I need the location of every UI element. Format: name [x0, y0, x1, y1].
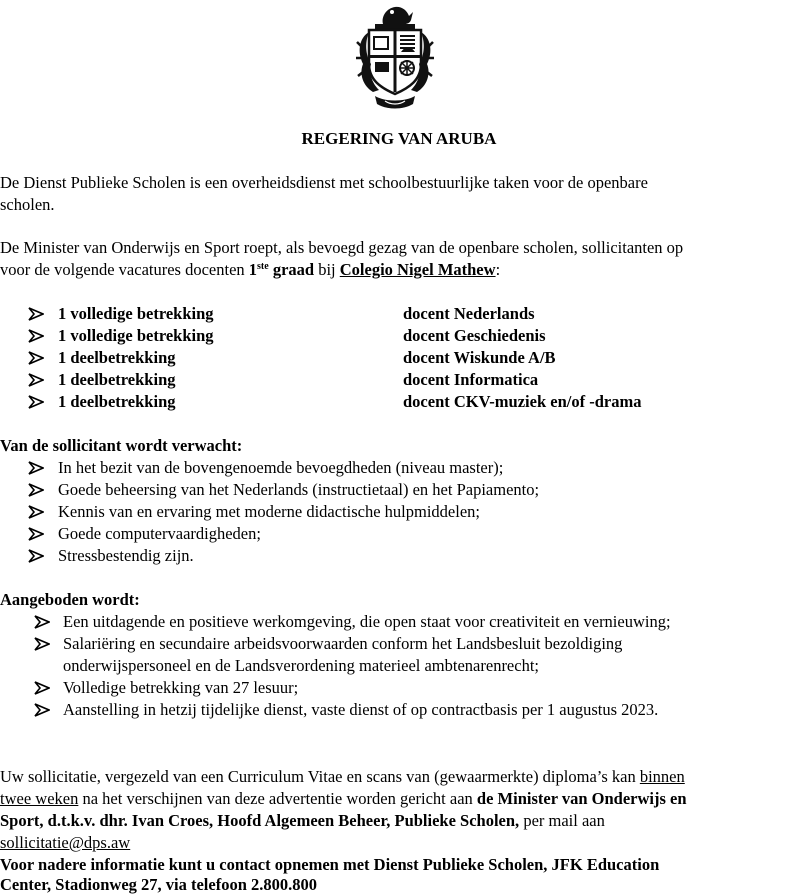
vacancy-type: 1 volledige betrekking — [58, 304, 214, 323]
arrow-bullet-icon — [34, 681, 50, 695]
closing-line-1 — [0, 766, 798, 788]
call-line-2-mid: bij — [314, 260, 340, 279]
coat-of-arms-icon — [355, 2, 435, 114]
offered-item-text: onderwijspersoneel en de Landsverordening materieel ambtenarenrecht; — [63, 656, 540, 675]
expected-item-text: Stressbestendig zijn. — [58, 546, 194, 565]
expected-item — [0, 501, 798, 523]
vacancy-type: 1 deelbetrekking — [58, 392, 176, 411]
intro-line-2: scholen. — [0, 195, 55, 214]
vacancy-position: docent Informatica — [403, 370, 539, 389]
expected-item-text: In het bezit van de bovengenoemde bevoegdheden (niveau master); — [58, 458, 504, 477]
closing-line-4 — [0, 832, 798, 854]
arrow-bullet-icon — [28, 505, 44, 519]
arrow-bullet-icon — [28, 351, 44, 365]
expected-item-text: Goede computervaardigheden; — [58, 524, 261, 543]
offered-heading: Aangeboden wordt: — [0, 590, 140, 609]
vacancy-row — [0, 391, 798, 413]
info-line-1: Voor nadere informatie kunt u contact opnemen met Dienst Publieke Scholen, JFK Education — [0, 855, 660, 874]
offered-item-text: Salariëring en secundaire arbeidsvoorwaarden conform het Landsbesluit bezoldiging — [63, 634, 623, 653]
call-line-1: De Minister van Onderwijs en Sport roept, als bevoegd gezag van de openbare scholen, sollicitanten op — [0, 238, 684, 257]
offered-item — [0, 611, 798, 633]
arrow-bullet-icon — [28, 307, 44, 321]
offered-item-text: Aanstelling in hetzij tijdelijke dienst, vaste dienst of op contractbasis per 1 augustus 2023. — [63, 700, 659, 719]
arrow-bullet-icon — [28, 395, 44, 409]
expected-heading: Van de sollicitant wordt verwacht: — [0, 436, 243, 455]
recipient-title: de Minister van Onderwijs en — [476, 789, 687, 808]
arrow-bullet-icon — [28, 483, 44, 497]
grade-label: 1ste graad — [248, 260, 315, 279]
call-line-2-end: : — [495, 260, 501, 279]
arrow-bullet-icon — [28, 373, 44, 387]
vacancy-position: docent Nederlands — [403, 304, 535, 323]
closing-line-1-text: Uw sollicitatie, vergezeld van een Curriculum Vitae en scans van (gewaarmerkte) diploma’s kan — [0, 767, 640, 786]
deadline-link-part1: binnen — [639, 767, 685, 786]
closing-line-2 — [0, 788, 798, 810]
vacancy-row — [0, 325, 798, 347]
vacancy-type: 1 deelbetrekking — [58, 348, 176, 367]
expected-item — [0, 479, 798, 501]
call-line-2-pre: voor de volgende vacatures docenten — [0, 260, 249, 279]
call-line-2 — [0, 259, 798, 281]
school-name: Colegio Nigel Mathew — [339, 260, 496, 279]
arrow-bullet-icon — [28, 549, 44, 563]
intro-line-1: De Dienst Publieke Scholen is een overheidsdienst met schoolbestuurlijke taken voor de openbare — [0, 173, 648, 192]
expected-item-text: Kennis van en ervaring met moderne didactische hulpmiddelen; — [58, 502, 480, 521]
arrow-bullet-icon — [28, 527, 44, 541]
offered-item — [0, 677, 798, 699]
vacancy-row — [0, 347, 798, 369]
expected-item — [0, 545, 798, 567]
arrow-bullet-icon — [28, 329, 44, 343]
vacancy-position: docent Geschiedenis — [403, 326, 546, 345]
arrow-bullet-icon — [34, 615, 50, 629]
vacancy-position: docent CKV-muziek en/of -drama — [403, 392, 642, 411]
page-title: REGERING VAN ARUBA — [301, 129, 497, 148]
offered-item — [0, 699, 798, 721]
closing-line-3 — [0, 810, 798, 832]
arrow-bullet-icon — [34, 703, 50, 717]
expected-item-text: Goede beheersing van het Nederlands (instructietaal) en het Papiamento; — [58, 480, 540, 499]
vacancy-row — [0, 303, 798, 325]
offered-item-text: Een uitdagende en positieve werkomgeving, die open staat voor creativiteit en vernieuwing; — [63, 612, 671, 631]
offered-item-continuation — [0, 655, 798, 677]
arrow-bullet-icon — [28, 461, 44, 475]
closing-line-3-text: per mail aan — [519, 811, 605, 830]
vacancy-position: docent Wiskunde A/B — [403, 348, 556, 367]
vacancy-type: 1 deelbetrekking — [58, 370, 176, 389]
vacancy-type: 1 volledige betrekking — [58, 326, 214, 345]
vacancy-row — [0, 369, 798, 391]
info-line-2: Center, Stadionweg 27, via telefoon 2.800.800 — [0, 875, 317, 894]
offered-item — [0, 633, 798, 655]
recipient-name: Sport, d.t.k.v. dhr. Ivan Croes, Hoofd Algemeen Beheer, Publieke Scholen, — [0, 811, 520, 830]
email-link[interactable]: sollicitatie@dps.aw — [0, 833, 131, 852]
expected-item — [0, 523, 798, 545]
closing-line-2-text: na het verschijnen van deze advertentie worden gericht aan — [78, 789, 477, 808]
expected-item — [0, 457, 798, 479]
deadline-link-part2: twee weken — [0, 789, 79, 808]
arrow-bullet-icon — [34, 637, 50, 651]
offered-item-text: Volledige betrekking van 27 lesuur; — [63, 678, 299, 697]
